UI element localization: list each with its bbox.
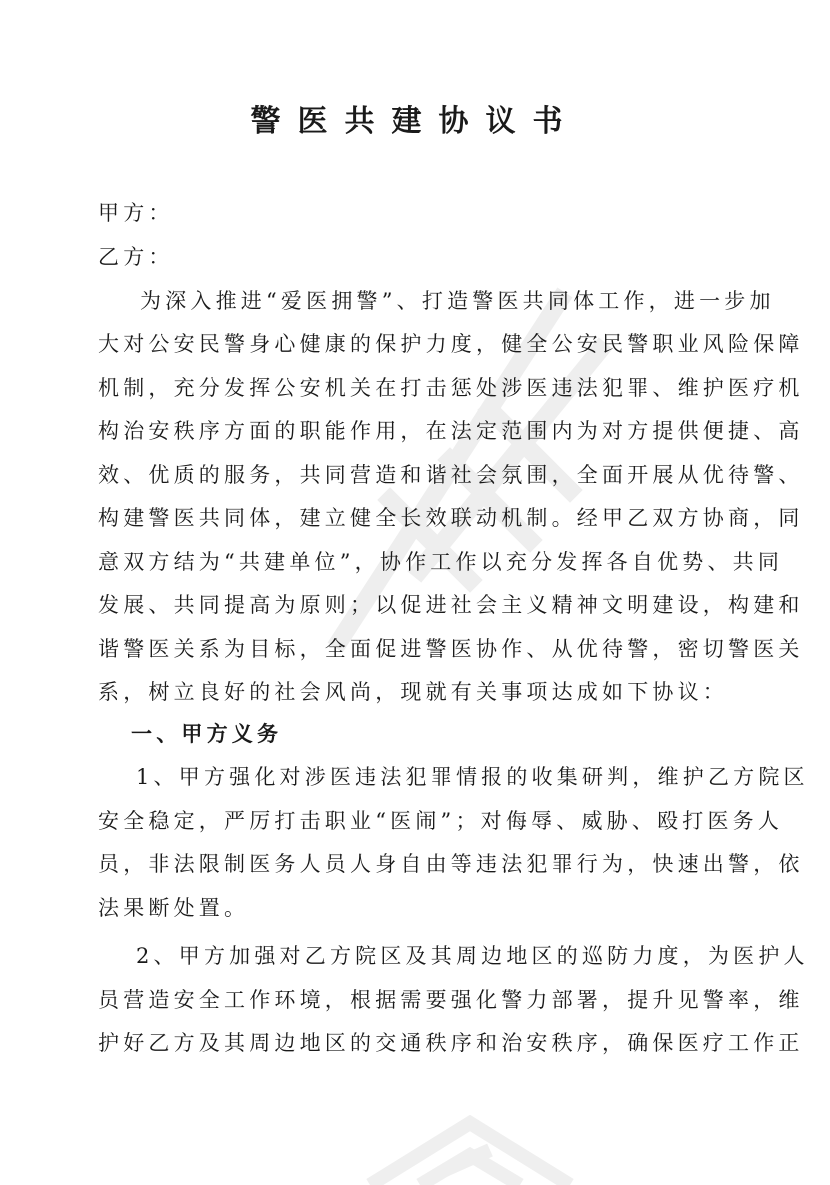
paragraph-line: 效、优质的服务，共同营造和谐社会氛围，全面开展从优待警、 (98, 463, 804, 487)
paragraph-line: 系，树立良好的社会风尚，现就有关事项达成如下协议： (98, 680, 728, 704)
paragraph-line: 谐警医关系为目标，全面促进警医协作、从优待警，密切警医关 (98, 637, 804, 661)
document-title: 警医共建协议书 (250, 104, 580, 139)
paragraph-line: 1、甲方强化对涉医违法犯罪情报的收集研判，维护乙方院区 (136, 765, 809, 789)
paragraph-line: 安全稳定，严厉打击职业“医闹”；对侮辱、威胁、殴打医务人 (98, 809, 784, 833)
party-a-label: 甲方： (98, 201, 174, 225)
paragraph-line: 为深入推进“爱医拥警”、打造警医共同体工作，进一步加 (140, 289, 775, 313)
paragraph-line: 构治安秩序方面的职能作用，在法定范围内为对方提供便捷、高 (98, 419, 804, 443)
paragraph-line: 机制，充分发挥公安机关在打击惩处涉医违法犯罪、维护医疗机 (98, 376, 804, 400)
paragraph-line: 构建警医共同体，建立健全长效联动机制。经甲乙双方协商，同 (98, 506, 804, 530)
paragraph-line: 法果断处置。 (98, 896, 250, 920)
watermark-logo-icon (360, 1115, 580, 1185)
paragraph-line: 员，非法限制医务人员人身自由等违法犯罪行为，快速出警，依 (98, 852, 804, 876)
section-heading: 一、甲方义务 (131, 722, 283, 746)
paragraph-line: 护好乙方及其周边地区的交通秩序和治安秩序，确保医疗工作正 (98, 1031, 804, 1055)
paragraph-line: 意双方结为“共建单位”，协作工作以充分发挥各自优势、共同 (98, 550, 784, 574)
paragraph-line: 大对公安民警身心健康的保护力度，健全公安民警职业风险保障 (98, 332, 804, 356)
paragraph-line: 2、甲方加强对乙方院区及其周边地区的巡防力度，为医护人 (136, 944, 809, 968)
paragraph-line: 发展、共同提高为原则；以促进社会主义精神文明建设，构建和 (98, 593, 804, 617)
paragraph-line: 员营造安全工作环境，根据需要强化警力部署，提升见警率，维 (98, 988, 804, 1012)
party-b-label: 乙方： (98, 245, 174, 269)
